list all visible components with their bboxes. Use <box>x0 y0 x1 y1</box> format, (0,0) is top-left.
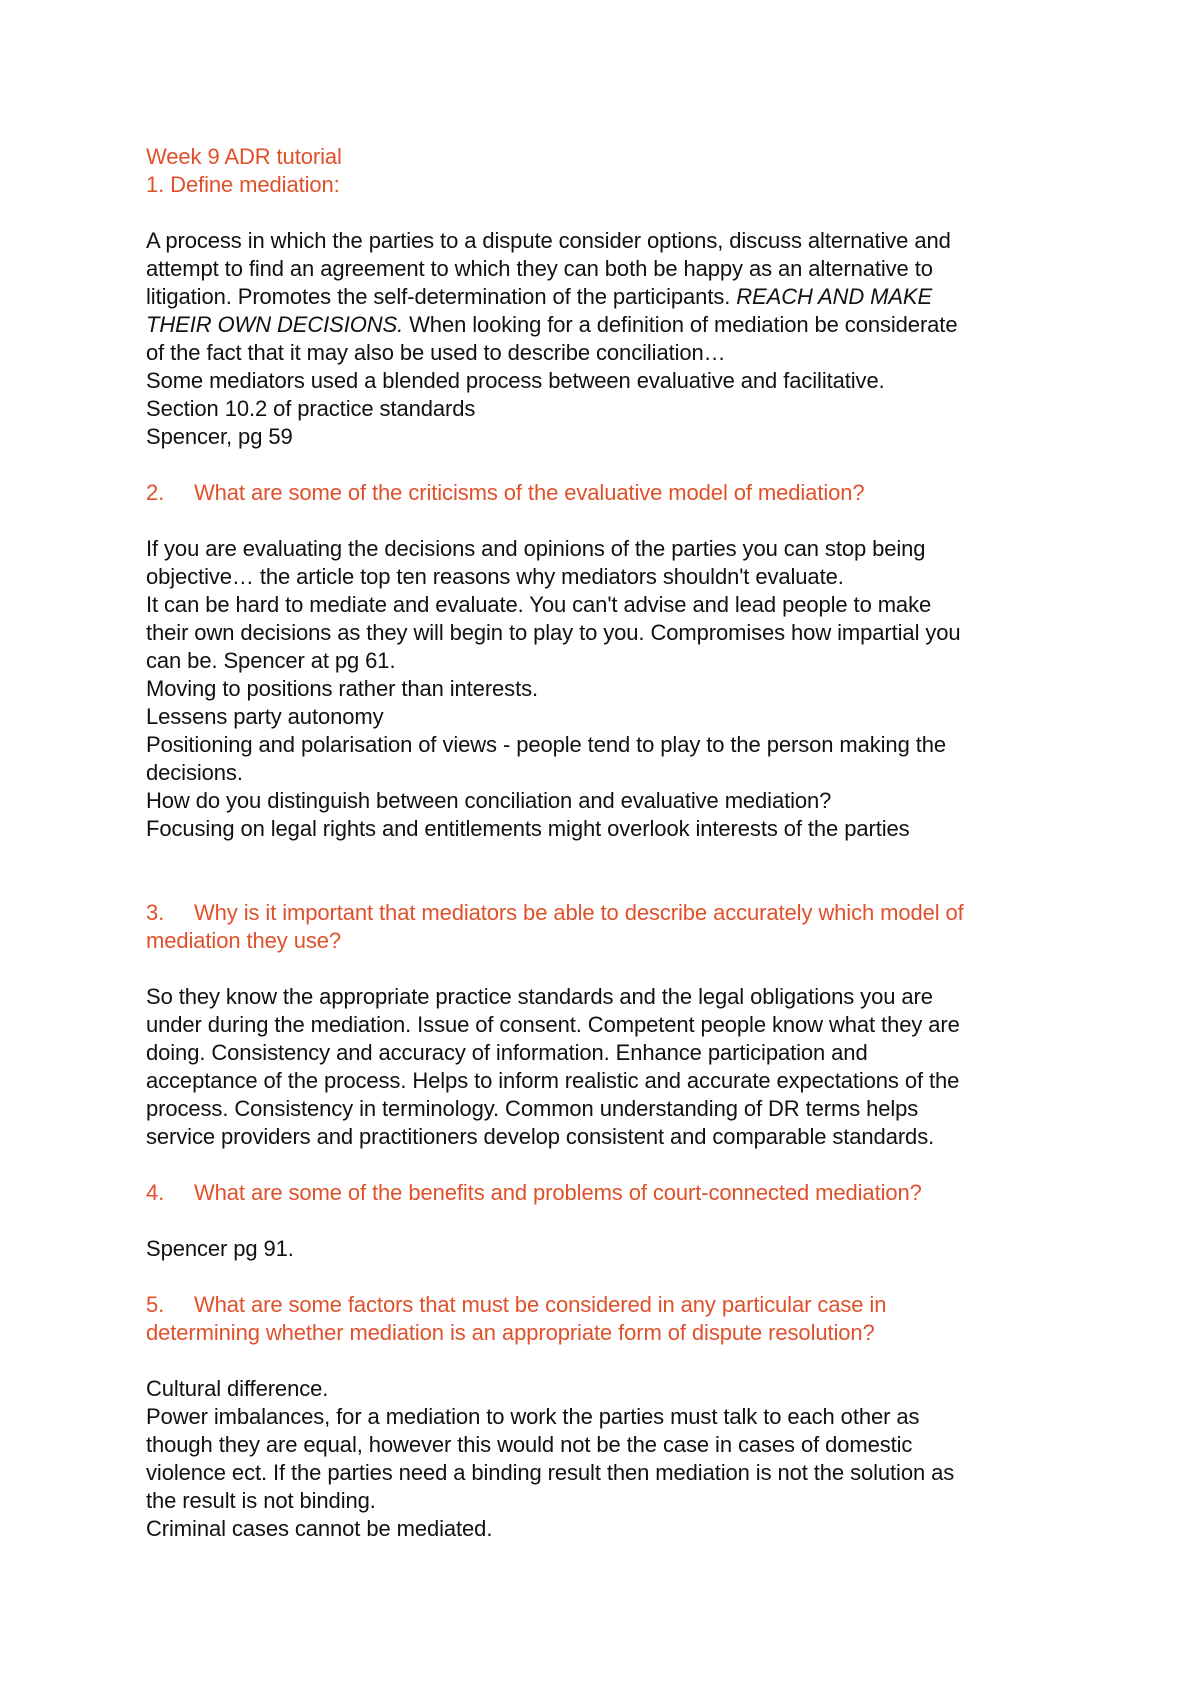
answer-3-line: So they know the appropriate practice standards and the legal obligations you are <box>146 984 933 1009</box>
answer-5-line: Cultural difference. <box>146 1376 329 1401</box>
answer-5-line: though they are equal, however this would not be the case in cases of domestic <box>146 1432 913 1457</box>
document-page <box>146 143 1096 1543</box>
answer-3 <box>146 983 1096 1151</box>
answer-3-line: service providers and practitioners develop consistent and comparable standards. <box>146 1124 935 1149</box>
answer-1-line: of the fact that it may also be used to describe conciliation… <box>146 340 726 365</box>
answer-2-line: Moving to positions rather than interests. <box>146 676 539 701</box>
answer-5-line: Power imbalances, for a mediation to work the parties must talk to each other as <box>146 1404 920 1429</box>
answer-2-line: Lessens party autonomy <box>146 704 384 729</box>
answer-1-line: Section 10.2 of practice standards <box>146 396 476 421</box>
question-3-heading: 3. Why is it important that mediators be able to describe accurately which model of mediation they use? <box>146 900 964 953</box>
answer-2-line: How do you distinguish between conciliation and evaluative mediation? <box>146 788 832 813</box>
question-1-heading: 1. Define mediation: <box>146 172 340 197</box>
answer-2 <box>146 535 1096 843</box>
answer-2-line: If you are evaluating the decisions and opinions of the parties you can stop being <box>146 536 926 561</box>
answer-3-line: doing. Consistency and accuracy of information. Enhance participation and <box>146 1040 868 1065</box>
answer-5-line: Criminal cases cannot be mediated. <box>146 1516 493 1541</box>
emphasis-text: THEIR OWN DECISIONS. <box>146 312 404 337</box>
answer-5-line: violence ect. If the parties need a binding result then mediation is not the solution as <box>146 1460 955 1485</box>
answer-5 <box>146 1375 1096 1543</box>
answer-2-line: objective… the article top ten reasons why mediators shouldn't evaluate. <box>146 564 844 589</box>
question-4-heading: 4. What are some of the benefits and problems of court-connected mediation? <box>146 1180 922 1205</box>
answer-3-line: acceptance of the process. Helps to inform realistic and accurate expectations of the <box>146 1068 960 1093</box>
answer-3-line: under during the mediation. Issue of consent. Competent people know what they are <box>146 1012 960 1037</box>
question-5-heading: 5. What are some factors that must be considered in any particular case in determining whether mediation is an appropriate form of dispute resolution? <box>146 1292 887 1345</box>
emphasis-text: REACH AND MAKE <box>736 284 933 309</box>
answer-2-line: decisions. <box>146 760 243 785</box>
answer-2-line: It can be hard to mediate and evaluate. You can't advise and lead people to make <box>146 592 932 617</box>
answer-1-line: litigation. Promotes the self-determination of the participants. REACH AND MAKE <box>146 284 933 309</box>
answer-2-line: their own decisions as they will begin to play to you. Compromises how impartial you <box>146 620 961 645</box>
answer-2-line: Positioning and polarisation of views - people tend to play to the person making the <box>146 732 946 757</box>
answer-1-line: attempt to find an agreement to which they can both be happy as an alternative to <box>146 256 933 281</box>
answer-3-line: process. Consistency in terminology. Common understanding of DR terms helps <box>146 1096 919 1121</box>
answer-5-line: the result is not binding. <box>146 1488 376 1513</box>
answer-1-line: Spencer, pg 59 <box>146 424 293 449</box>
answer-1-line: Some mediators used a blended process between evaluative and facilitative. <box>146 368 885 393</box>
answer-1-line: A process in which the parties to a dispute consider options, discuss alternative and <box>146 228 951 253</box>
answer-1-line: THEIR OWN DECISIONS. When looking for a definition of mediation be considerate <box>146 312 958 337</box>
answer-1 <box>146 227 1096 451</box>
answer-2-line: can be. Spencer at pg 61. <box>146 648 396 673</box>
document-title: Week 9 ADR tutorial <box>146 144 342 169</box>
answer-2-line: Focusing on legal rights and entitlements might overlook interests of the parties <box>146 816 910 841</box>
question-2-heading: 2. What are some of the criticisms of the evaluative model of mediation? <box>146 480 865 505</box>
answer-4: Spencer pg 91. <box>146 1236 294 1261</box>
